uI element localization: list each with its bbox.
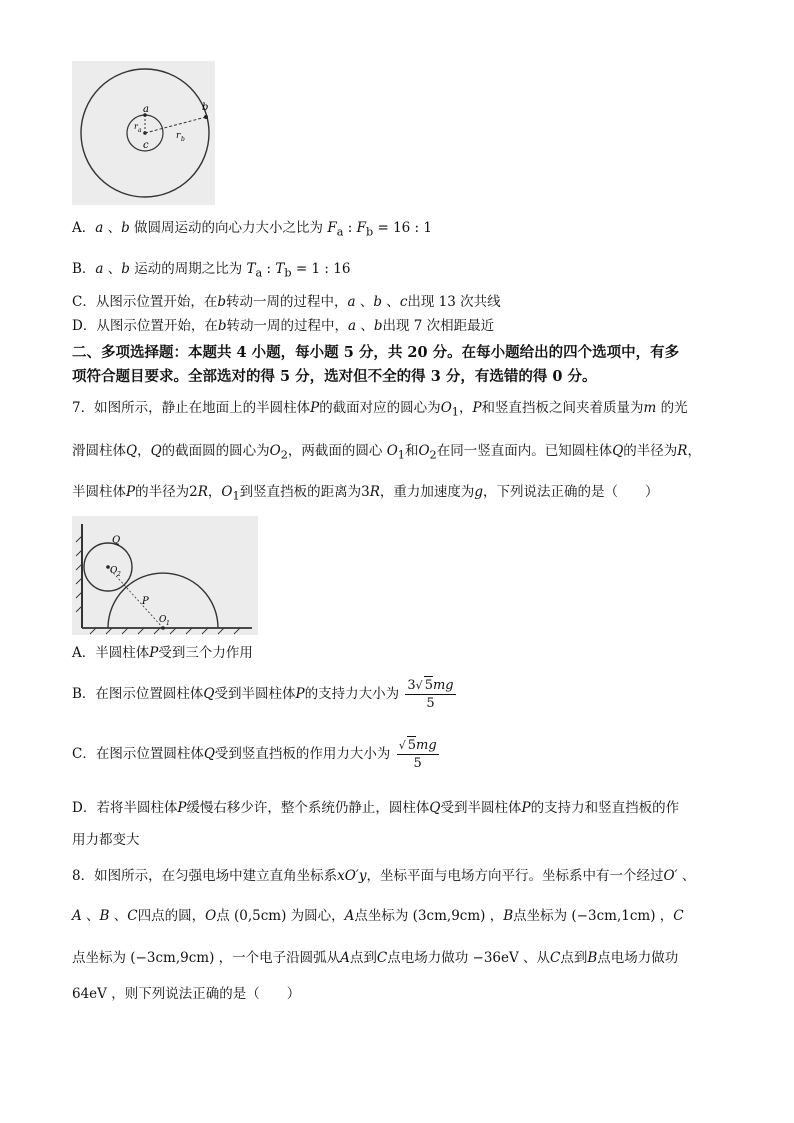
fig2-label-o2: O [110,566,118,576]
q8-stem-line3: 点坐标为 (−3cm,9cm) ，一个电子沿圆弧从A点到C点电场力做功 −36eV 、从C点到B点电场力做功 [72,950,679,966]
q7-option-d-line2: 用力都变大 [72,832,140,848]
q6-option-b: B．a 、b 运动的周期之比为 $T_a$ : $T_b = 1$ : 16 [72,261,351,280]
fig2-label-q: Q [112,535,121,546]
section-2-heading-line1: 二、多项选择题：本题共 4 小题，每小题 5 分，共 20 分。在每小题给出的四个选项中，有多 [72,344,680,361]
q7-b-fraction: $\frac{3√ 5mg}{5}$ [407,678,454,711]
q6-option-d: D．从图示位置开始，在b转动一周的过程中，a 、b出现 7 次相距最近 [72,318,495,334]
q7-option-c: C．在图示位置圆柱体Q受到竖直挡板的作用力大小为 $\frac{√ 5mg}{5}$ [72,738,437,771]
q7-option-a: A．半圆柱体P受到三个力作用 [72,645,253,661]
fig2-label-o1-sub: 1 [166,620,170,627]
q6-option-a: A．a 、b 做圆周运动的向心力大小之比为 $F_a$ : $F_b = 16$ : 1 [72,220,432,239]
fig1-label-c: c [143,140,149,151]
cylinders-diagram [72,516,258,635]
fig1-label-rb: r [176,131,181,141]
q7-c-fraction: $\frac{√ 5mg}{5}$ [398,738,437,771]
q7-stem-line2: 滑圆柱体Q，Q的截面圆的圆心为$O_2$，两截面的圆心 $O_1$和$O_2$在同一竖直面内。已知圆柱体Q的半径为R， [72,443,701,462]
q7-option-d-line1: D．若将半圆柱体P缓慢右移少许，整个系统仍静止，圆柱体Q受到半圆柱体P的支持力和竖直挡板的作 [72,800,680,816]
q7-option-b: B．在图示位置圆柱体Q受到半圆柱体P的支持力大小为 $\frac{3√ 5mg}{5}$ [72,678,454,711]
section-2-heading-line2: 项符合题目要求。全部选对的得 5 分，选对但不全的得 3 分，有选错的得 0 分。 [72,368,597,385]
figure-concentric-circles [72,61,215,205]
q8-stem-line1: 8．如图所示，在匀强电场中建立直角坐标系xO′y，坐标平面与电场方向平行。坐标系中有一个经过O′ 、 [72,868,696,884]
fig2-label-o2-sub: 2 [117,571,121,578]
q6-option-c: C．从图示位置开始，在b转动一周的过程中，a 、b 、c出现 13 次共线 [72,294,501,310]
fig1-label-ra-sub: a [138,127,142,134]
fig1-label-rb-sub: b [181,136,185,143]
fig1-label-b: b [202,102,209,113]
q7-stem-line3: 半圆柱体P的半径为2R，$O_1$到竖直挡板的距离为3R，重力加速度为g，下列说法正确的是（ ） [72,484,659,503]
q8-stem-line4: 64eV ，则下列说法正确的是（ ） [72,986,301,1002]
concentric-circles-diagram [72,61,215,205]
fig2-label-p: P [142,596,149,607]
q7-stem-line1: 7．如图所示，静止在地面上的半圆柱体P的截面对应的圆心为$O_1$，P和竖直挡板之间夹着质量为m 的光 [72,400,688,419]
fig2-label-o1: O [159,615,167,625]
fig1-label-a: a [143,104,149,115]
fig1-label-ra: r [134,122,138,131]
q8-stem-line2: A 、B 、C四点的圆，O点 (0,5cm) 为圆心，A点坐标为 (3cm,9cm) ，B点坐标为 (−3cm,1cm) ，C [72,908,684,924]
figure-cylinders [72,516,258,635]
